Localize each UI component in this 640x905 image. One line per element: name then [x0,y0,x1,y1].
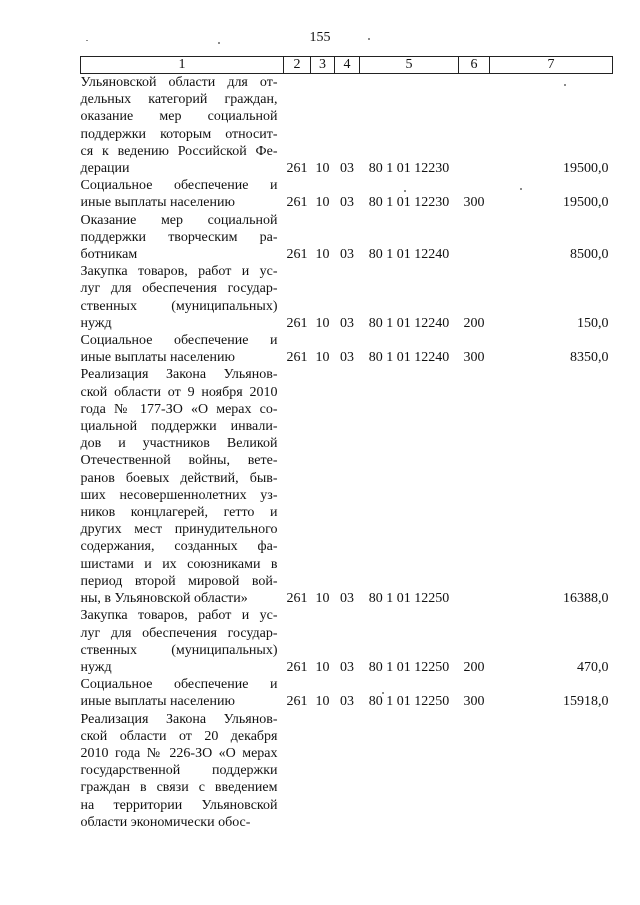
table-header [81,57,613,74]
description-line: государственной поддержки [80,763,278,779]
chapter-code: 261 [286,659,308,675]
description-line: Ульяновской области для от- [80,75,278,90]
table-row [81,676,613,710]
description-line: поддержки которым относит- [80,126,278,142]
amount: 19500,0 [563,161,609,177]
row-description [81,332,284,366]
target-article-code: 80 1 01 12240 [368,350,450,366]
amount: 150,0 [577,315,609,331]
description-line: области экономически обос- [80,814,251,830]
subsection-code: 03 [340,161,354,177]
expense-type-code: 300 [463,694,485,710]
chapter-code: 261 [286,350,308,366]
row-description [81,711,284,831]
subsection-code: 03 [340,350,354,366]
subsection-code [335,711,360,831]
page-number: 155 [309,30,331,45]
description-line: Реализация Закона Ульянов- [80,711,278,727]
subsection-code: 03 [340,247,354,263]
chapter-code: 261 [286,591,308,607]
table-body [81,74,613,831]
header-col-1: 1 [81,57,284,74]
description-line: циальной поддержки инвали- [80,419,278,435]
scan-speck [520,188,522,190]
description-line: ственных (муниципальных) [80,642,278,658]
description-line: поддержки творческим ра- [80,229,278,245]
description-line: 2010 года № 226-ЗО «О мерах [80,745,278,761]
amount: 470,0 [577,659,609,675]
budget-table [80,56,613,831]
amount: 8350,0 [570,350,609,366]
subsection-code: 03 [340,315,354,331]
description-line: оказание мер социальной [80,109,278,125]
row-description [81,177,284,211]
section-code: 10 [315,350,330,366]
subsection-code: 03 [340,659,354,675]
scan-speck [218,42,220,44]
header-col-5: 5 [360,57,459,74]
budget-table-container [80,56,612,831]
chapter-code: 261 [286,247,308,263]
description-line: ской области от 9 ноября 2010 [80,384,278,400]
description-line: других мест принудительного [80,522,278,538]
description-line: Реализация Закона Ульянов- [80,367,278,383]
description-line: Оказание мер социальной [80,212,278,228]
target-article-code: 80 1 01 12230 [368,161,450,177]
target-article-code: 80 1 01 12230 [368,195,450,211]
chapter-code: 261 [286,195,308,211]
section-code: 10 [315,591,330,607]
target-article-code: 80 1 01 12250 [368,659,450,675]
scan-speck [404,190,406,192]
description-line: иные выплаты населению [80,195,235,211]
description-line: иные выплаты населению [80,694,235,710]
row-description [81,676,284,710]
description-line: на территории Ульяновской [80,797,278,813]
row-description [81,212,284,264]
description-line: ников концлагерей, гетто и [80,505,278,521]
description-line: Социальное обеспечение и [80,333,278,349]
description-line: Закупка товаров, работ и ус- [80,608,278,624]
expense-type-code: 300 [463,350,485,366]
description-line: луг для обеспечения государ- [80,281,278,297]
header-col-6: 6 [459,57,490,74]
chapter-code: 261 [286,694,308,710]
target-article-code: 80 1 01 12250 [368,591,450,607]
chapter-code [284,711,311,831]
description-line: дерации [80,161,130,177]
scan-speck [564,84,566,86]
section-code: 10 [315,195,330,211]
description-line: Отечественной войны, вете- [80,453,278,469]
description-line: нужд [80,659,112,675]
chapter-code: 261 [286,315,308,331]
description-line: Социальное обеспечение и [80,178,278,194]
amount: 8500,0 [570,247,609,263]
amount: 19500,0 [563,195,609,211]
description-line: шистами и их союзниками в [80,556,278,572]
expense-type-code [459,212,490,264]
section-code [311,711,335,831]
description-line: луг для обеспечения государ- [80,625,278,641]
header-col-4: 4 [335,57,360,74]
expense-type-code [459,711,490,831]
description-line: Закупка товаров, работ и ус- [80,264,278,280]
table-row [81,177,613,211]
description-line: ших несовершеннолетних уз- [80,487,278,503]
scan-speck [368,38,370,40]
subsection-code: 03 [340,195,354,211]
row-description [81,74,284,178]
header-col-3: 3 [311,57,335,74]
amount [490,711,613,831]
section-code: 10 [315,315,330,331]
table-row [81,212,613,264]
target-article-code [360,711,459,831]
table-row [81,263,613,332]
table-row [81,74,613,178]
subsection-code: 03 [340,694,354,710]
table-row [81,366,613,607]
description-line: ботникам [80,247,138,263]
description-line: дельных категорий граждан, [80,92,278,108]
section-code: 10 [315,161,330,177]
description-line: содержания, созданных фа- [80,539,278,555]
expense-type-code: 200 [463,659,485,675]
description-line: иные выплаты населению [80,350,235,366]
scan-speck [86,40,88,41]
expense-type-code: 200 [463,315,485,331]
chapter-code: 261 [286,161,308,177]
subsection-code: 03 [340,591,354,607]
description-line: ны, в Ульяновской области» [80,591,248,607]
row-description [81,263,284,332]
header-row [81,57,613,74]
section-code: 10 [315,659,330,675]
header-col-7: 7 [490,57,613,74]
description-line: дов и участников Великой [80,436,278,452]
section-code: 10 [315,247,330,263]
amount: 15918,0 [563,694,609,710]
target-article-code: 80 1 01 12250 [368,694,450,710]
section-code: 10 [315,694,330,710]
expense-type-code [459,74,490,178]
table-row [81,711,613,831]
header-col-2: 2 [284,57,311,74]
target-article-code: 80 1 01 12240 [368,247,450,263]
description-line: период второй мировой вой- [80,573,278,589]
description-line: ственных (муниципальных) [80,298,278,314]
description-line: Социальное обеспечение и [80,677,278,693]
description-line: граждан в связи с введением [80,780,278,796]
row-description [81,366,284,607]
table-row [81,607,613,676]
table-row [81,332,613,366]
description-line: года № 177-ЗО «О мерах со- [80,401,278,417]
expense-type-code [459,366,490,607]
target-article-code: 80 1 01 12240 [368,315,450,331]
row-description [81,607,284,676]
description-line: ранов боевых действий, быв- [80,470,278,486]
amount: 16388,0 [563,591,609,607]
scan-speck [382,692,384,694]
expense-type-code: 300 [463,195,485,211]
description-line: нужд [80,315,112,331]
description-line: ской области от 20 декабря [80,728,278,744]
description-line: ся к ведению Российской Фе- [80,143,278,159]
